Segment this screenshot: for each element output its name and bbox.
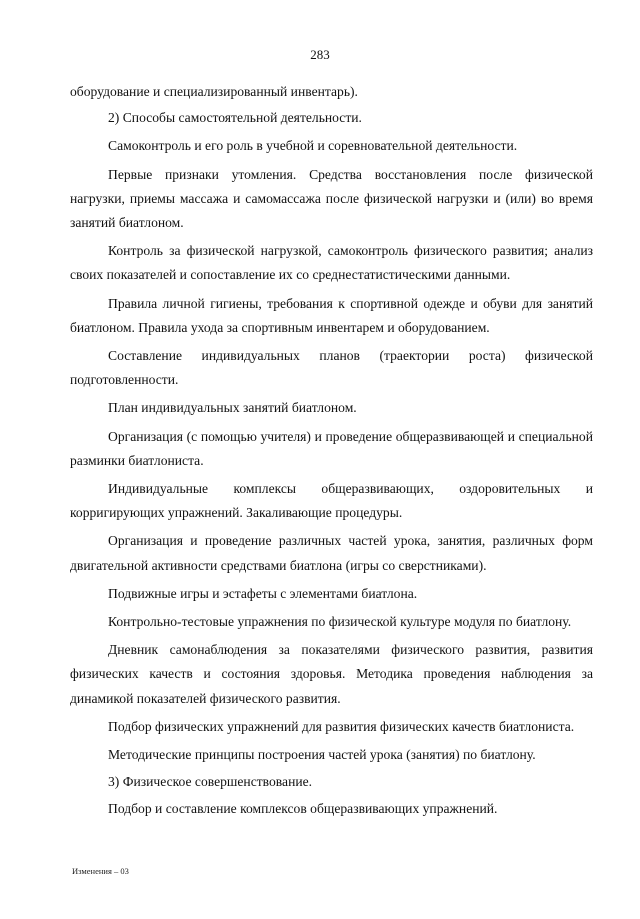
paragraph: Организация (с помощью учителя) и проведение общеразвивающей и специальной разминки биатлониста. bbox=[70, 428, 593, 468]
paragraph: План индивидуальных занятий биатлоном. bbox=[108, 400, 357, 416]
paragraph: Подбор физических упражнений для развития физических качеств биатлониста. bbox=[108, 718, 575, 734]
revision-footer: Изменения – 03 bbox=[72, 866, 129, 876]
paragraph: Составление индивидуальных планов (траектории роста) физической подготовленности. bbox=[70, 348, 593, 388]
paragraph: Дневник самонаблюдения за показателями физического развития, развития физических качеств и состояния здоровья. Методика проведения наблюдения за динамикой показателей физического развития. bbox=[70, 642, 593, 706]
section-heading: 2) Способы самостоятельной деятельности. bbox=[108, 110, 362, 126]
page-number: 283 bbox=[310, 47, 330, 62]
paragraph: Правила личной гигиены, требования к спортивной одежде и обуви для занятий биатлоном. Правила ухода за спортивным инвентарем и оборудованием. bbox=[70, 295, 593, 335]
paragraph: Методические принципы построения частей урока (занятия) по биатлону. bbox=[108, 747, 536, 763]
paragraph: Подвижные игры и эстафеты с элементами биатлона. bbox=[108, 585, 418, 601]
paragraph: Организация и проведение различных частей урока, занятия, различных форм двигательной активности средствами биатлона (игры со сверстниками). bbox=[70, 533, 593, 573]
section-heading: 3) Физическое совершенствование. bbox=[108, 774, 313, 790]
paragraph: Подбор и составление комплексов общеразвивающих упражнений. bbox=[108, 801, 498, 817]
paragraph: Первые признаки утомления. Средства восстановления после физической нагрузки, приемы массажа и самомассажа после физической нагрузки и (или) во время занятий биатлоном. bbox=[70, 166, 593, 231]
body-text bbox=[70, 80, 593, 824]
paragraph: оборудование и специализированный инвентарь). bbox=[70, 84, 358, 99]
paragraph: Контроль за физической нагрузкой, самоконтроль физического развития; анализ своих показателей и сопоставление их со среднестатистическими данными. bbox=[70, 243, 593, 283]
paragraph: Самоконтроль и его роль в учебной и соревновательной деятельности. bbox=[108, 138, 518, 154]
paragraph: Индивидуальные комплексы общеразвивающих, оздоровительных и корригирующих упражнений. Закаливающие процедуры. bbox=[70, 481, 593, 521]
paragraph: Контрольно-тестовые упражнения по физической культуре модуля по биатлону. bbox=[108, 614, 572, 630]
